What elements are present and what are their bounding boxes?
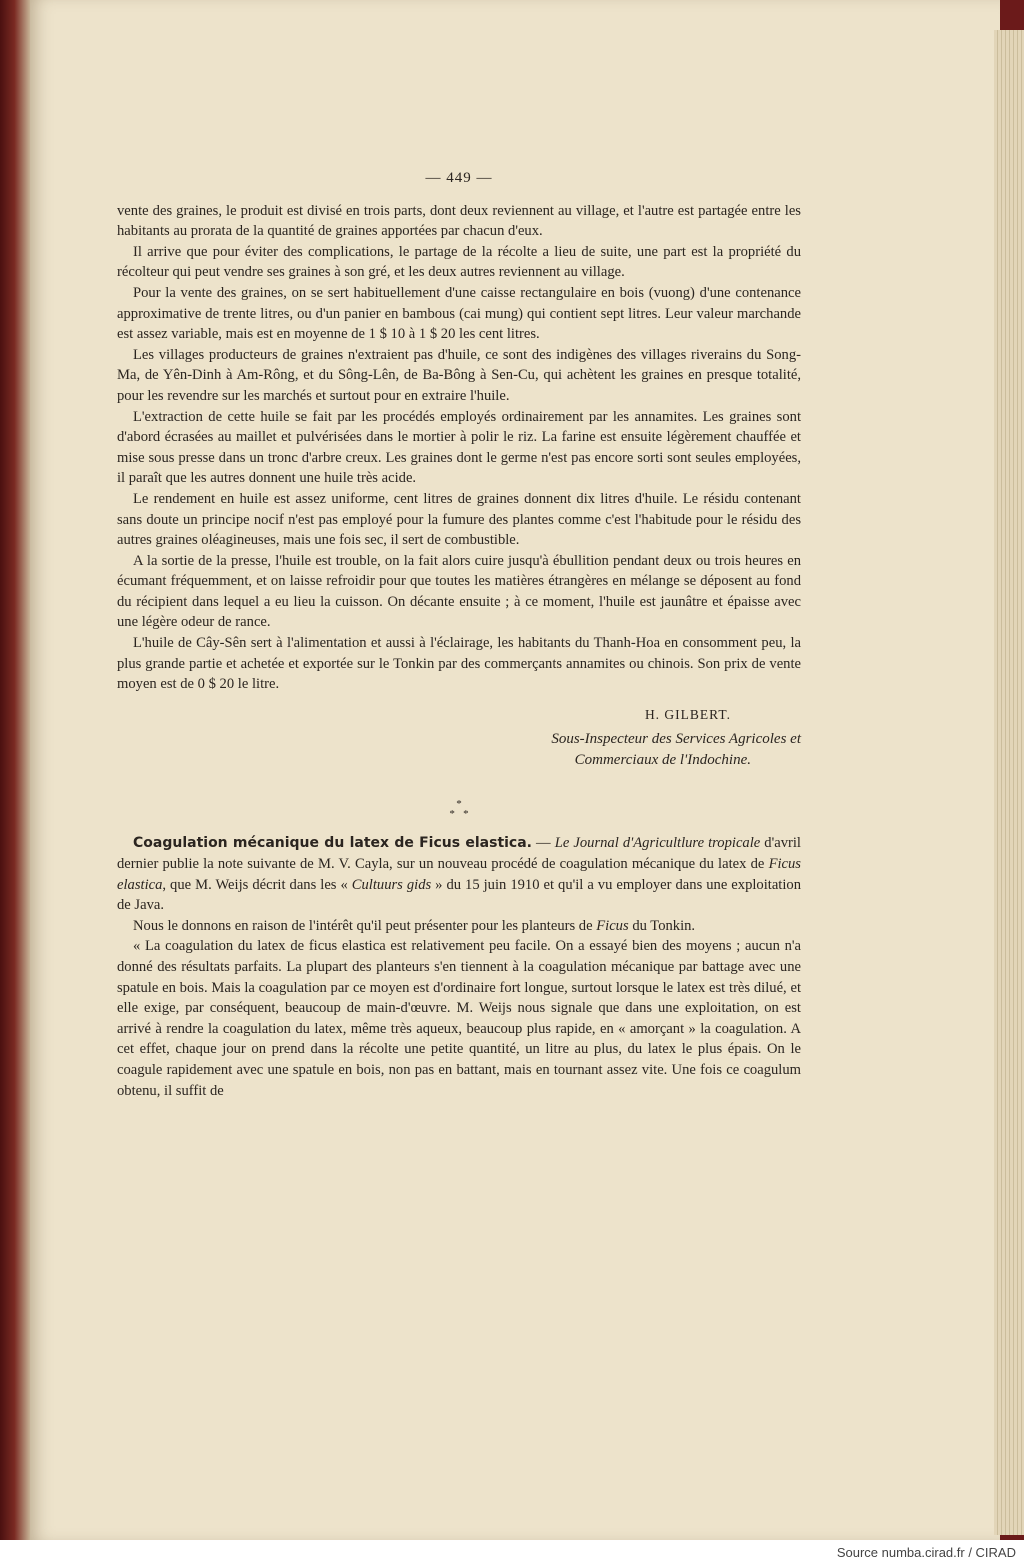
paragraph: L'huile de Cây-Sên sert à l'alimentation et aussi à l'éclairage, les habitants du Thanh-Hoa en consomment peu, la plus grande partie et achetée et exportée sur le Tonkin par des commerçants annamites ou chinois. Son prix de vente moyen est de 0 $ 20 le litre. [117, 635, 801, 693]
intro-text: d'avril dernier publie la note suivante de M. V. Cayla, sur un nouveau procédé de coagulation mécanique du latex de [117, 835, 801, 873]
publication-name: Cultuurs gids [351, 876, 432, 893]
asterism-bottom: * * [449, 808, 469, 821]
page-number: — 449 — [425, 170, 493, 186]
paragraph: L'extraction de cette huile se fait par les procédés employés ordinairement par les annamites. Les graines sont d'abord écrasées au maillet et pulvérisées dans le mortier à polir le riz. La farine est ensuite légèrement chauffée et mise sous presse dans un tronc d'arbre creux. Les graines dont le germe n'est pas encore sorti sont seules employées, il paraît que les autres donnent une huile très acide. [117, 408, 801, 487]
author-title-line2: Commerciaux de l'Indochine. [574, 752, 751, 769]
paragraph: Pour la vente des graines, on se sert habituellement d'une caisse rectangulaire en bois (vuong) d'une contenance approximative de trente litres, ou d'un panier en bambous (cai mung) qui contient sept litres. Leur valeur marchande est assez variable, mais est en moyenne de 1 $ 10 à 1 $ 20 les cent litres. [117, 284, 801, 343]
page-stack-edge [994, 30, 1024, 1535]
author-signature: H. GILBERT. [644, 706, 731, 722]
asterism-top: * [456, 798, 462, 811]
intro-text: » du 15 juin 1910 et qu'il a vu employer dans une exploitation de Java. [117, 876, 802, 914]
section-separator [117, 799, 801, 819]
paragraph: vente des graines, le produit est divisé en trois parts, dont deux reviennent au village, et l'autre est partagée entre les habitants au prorata de la quantité de graines apportées par chacun d'eux. [117, 202, 801, 240]
journal-title: Le Journal d'Agricultlure tropicale [554, 835, 761, 852]
paragraph: Les villages producteurs de graines n'extraient pas d'huile, ce sont des indigènes des villages riverains du Song-Ma, de Yên-Dinh à Am-Rông, et du Sông-Lên, de Ba-Bông à Sen-Cu, qui achètent les graines en presque totalité, pour les revendre sur les marchés et surtout pour en extraire l'huile. [117, 346, 801, 404]
heading-dash: — [532, 835, 555, 852]
paragraph: A la sortie de la presse, l'huile est trouble, on la fait alors cuire jusqu'à ébullition pendant deux ou trois heures en écumant fréquemment, et on laisse refroidir pour que toutes les matières étrangères en mélange se déposent au fond du récipient dans lequel a eu lieu la cuisson. On décante ensuite ; à ce moment, l'huile est jaunâtre et épaisse avec une légère odeur de rance. [117, 552, 801, 631]
paragraph: Le rendement en huile est assez uniforme, cent litres de graines donnent dix litres d'huile. Le résidu contenant sans doute un principe nocif n'est pas employé pour la fumure des plantes comme c'est l'habitude pour le résidu des autres graines oléagineuses, mais une fois sec, il sert de combustible. [117, 490, 801, 549]
author-title [117, 729, 801, 771]
article-intro-paragraph [117, 833, 801, 915]
quoted-paragraph: « La coagulation du latex de ficus elastica est relativement peu facile. On a essayé bien des moyens ; aucun n'a donné des résultats parfaits. La plupart des planteurs s'en tiennent à la coagulation mécanique par battage avec une spatule en bois. Mais la coagulation par ce moyen est d'ordinaire fort longue, surtout lorsque le latex est très dilué, et elle exige, par conséquent, beaucoup de main-d'œuvre. M. Weijs nous signale que dans une exploitation, on est arrivé à rendre la coagulation du latex, même très aqueux, beaucoup plus rapide, en « amorçant » la coagulation. A cet effet, chaque jour on prend dans la récolte une petite quantité, un litre au plus, du latex le plus épais. On le coagule rapidement avec une spatule en bois, non pas en battant, mais en tournant assez vite. Une fois ce coagulum obtenu, il suffit de [117, 938, 801, 1099]
paragraph-text: du Tonkin. [628, 917, 696, 934]
page-content [117, 168, 801, 1101]
paragraph [117, 916, 801, 937]
species-name: Ficus elastica [117, 856, 801, 893]
paragraph: Il arrive que pour éviter des complications, le partage de la récolte a lieu de suite, une part est la propriété du récolteur qui peut vendre ses graines à son gré, et les deux autres reviennent au village. [117, 243, 801, 281]
source-credit: Source numba.cirad.fr / CIRAD [836, 1545, 1016, 1560]
article-heading: Coagulation mécanique du latex de Ficus elastica. [133, 835, 532, 852]
species-name: Ficus [596, 917, 629, 934]
paragraph-text: Nous le donnons en raison de l'intérêt qu'il peut présenter pour les planteurs de [133, 917, 597, 934]
intro-text: , que M. Weijs décrit dans les « [162, 876, 352, 893]
author-title-line1: Sous-Inspecteur des Services Agricoles et [551, 731, 801, 748]
